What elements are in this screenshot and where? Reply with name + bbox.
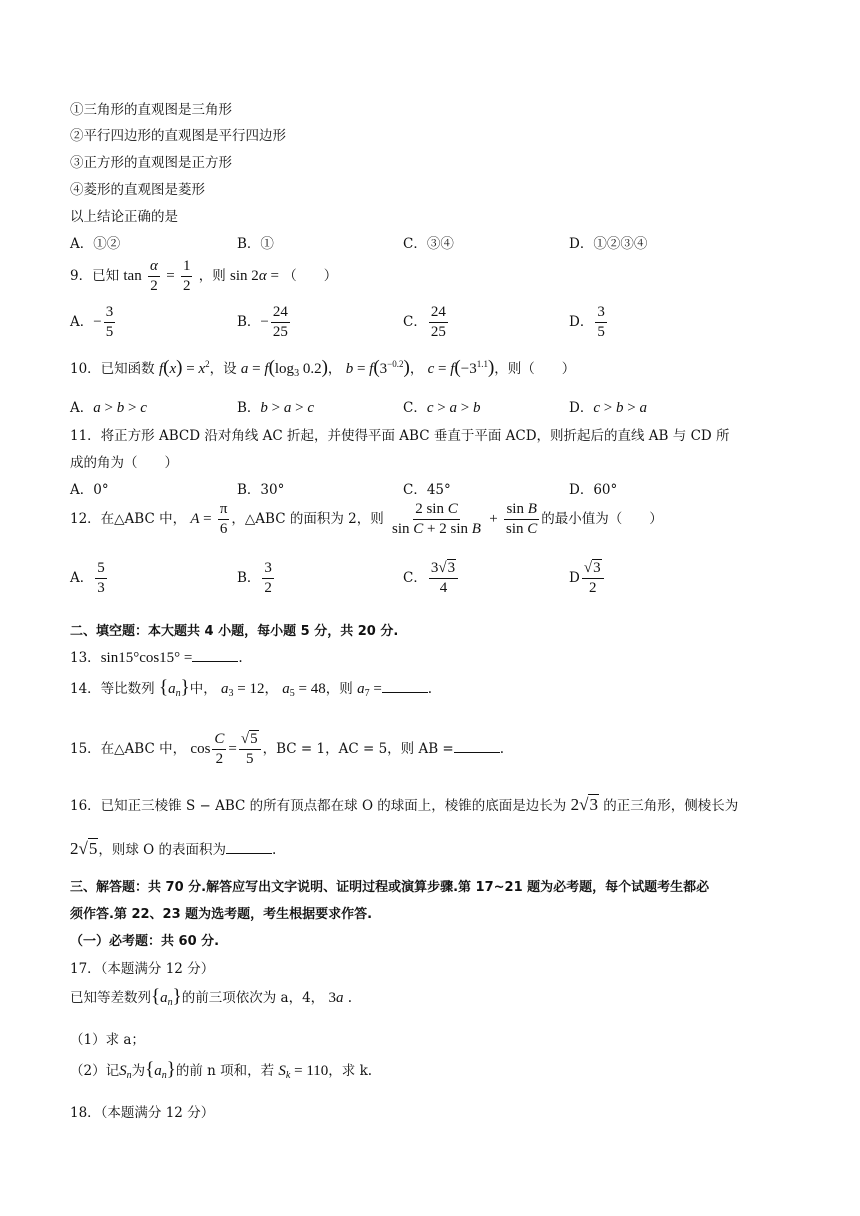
part-1-heading: （一）必考题：共 60 分. (70, 934, 220, 949)
q10-stem: 10．已知函数 $f(x) = x^2$，设 $a = f(\log_3$ 0.2)， $b = f(3^{-0.2})$， $c = f(-3^{1.1})$，则（ ） (70, 357, 576, 379)
q16-line-2: 2√5，则球 O 的表面积为 . (70, 839, 277, 858)
q9-option-c: C． $\frac{24}{25}$ (403, 304, 446, 340)
q12-option-d: D $\frac{√3}{2}$ (569, 559, 606, 598)
q17-heading: 17．（本题满分 12 分） (70, 961, 215, 977)
q13: 13．sin15°cos15° = . (70, 650, 243, 666)
q10-option-b: B．b > a > c (237, 400, 315, 416)
q15-answer-blank[interactable] (454, 740, 500, 753)
q10-option-c: C．c > a > b (403, 400, 481, 416)
q10-option-a: A．a > b > c (70, 400, 147, 416)
q17-sub-1: （1）求 a； (70, 1032, 145, 1048)
q8-option-c: C．③④ (403, 236, 454, 252)
q17-sub-2: （2）记$S_n$为$\{a_n\}$的前 n 项和，若 $S_k = 110$，求 k. (70, 1059, 373, 1081)
section-2-heading: 二、填空题：本大题共 4 小题，每小题 5 分，共 20 分. (70, 624, 399, 639)
q9-option-a: A．− $\frac{3}{5}$ (70, 304, 114, 340)
section-3-line-1: 三、解答题：共 70 分.解答应写出文字说明、证明过程或演算步骤.第 17~21 题为必考题，每个试题考生都必 (70, 880, 710, 895)
q8-item-3: ③正方形的直观图是正方形 (70, 155, 232, 171)
q11-option-c: C．45° (403, 482, 451, 498)
q14: 14．等比数列 $\{a_n\}$中， $a_3 = 12$， $a_5 = 48$，则 $a_7$ = . (70, 677, 433, 699)
section-3-line-2: 须作答.第 22、23 题为选考题，考生根据要求作答. (70, 907, 373, 922)
q11-line-2: 成的角为（ ） (70, 455, 178, 471)
q13-answer-blank[interactable] (192, 649, 238, 662)
q8-option-b: B．① (237, 236, 274, 252)
q9-option-b: B．− $\frac{24}{25}$ (237, 304, 288, 340)
q10-option-d: D．c > b > a (569, 400, 647, 416)
q18-heading: 18．（本题满分 12 分） (70, 1105, 215, 1121)
q16-line-1: 16．已知正三棱锥 S − ABC 的所有顶点都在球 O 的球面上，棱锥的底面是边长为 2√3 的正三角形，侧棱长为 (70, 795, 739, 814)
q11-line-1: 11．将正方形 ABCD 沿对角线 AC 折起，并使得平面 ABC 垂直于平面 ACD，则折起后的直线 AB 与 CD 所 (70, 428, 730, 444)
q12-option-a: A． $\frac{5}{3}$ (70, 560, 105, 596)
q14-answer-blank[interactable] (382, 680, 428, 693)
q16-answer-blank[interactable] (226, 841, 272, 854)
q11-option-d: D．60° (569, 482, 618, 498)
q12-option-c: C． $\frac{3√3}{4}$ (403, 559, 460, 598)
q11-option-b: B．30° (237, 482, 285, 498)
q12-option-b: B． $\frac{3}{2}$ (237, 560, 272, 596)
q12-stem: 12．在△ABC 中， A = $\frac{\pi}{6}$ ，△ABC 的面积为 2，则 $\frac{\text{2 sin C}}{\text{sin C + 2 sin B}}$ + $\frac{\text{sin B}}{\text{sin C}}$ 的最小值为（ ） (70, 501, 663, 537)
q9-frac-alpha-2: $\frac{\alpha}{2}$ (150, 258, 158, 294)
q12-frac-2: $\frac{\text{sin B}}{\text{sin C}}$ (506, 501, 538, 537)
q15: 15．在△ABC 中， cos $\frac{C}{2}$ = $\frac{√5}{5}$ ，BC = 1，AC = 5，则 AB = . (70, 731, 505, 767)
q9-stem: 9．已知 tan $\frac{\alpha}{2}$ = $\frac{1}{2}$ ，则 sin 2α = （ ） (70, 258, 338, 294)
q8-option-a: A．①② (70, 236, 121, 252)
q8-item-2: ②平行四边形的直观图是平行四边形 (70, 128, 286, 144)
q8-item-4: ④菱形的直观图是菱形 (70, 182, 205, 198)
q9-option-d: D． $\frac{3}{5}$ (569, 304, 605, 340)
q11-option-a: A．0° (70, 482, 109, 498)
q12-frac-1: $\frac{\text{2 sin C}}{\text{sin C + 2 sin B}}$ (392, 501, 481, 537)
q8-option-d: D．①②③④ (569, 236, 648, 252)
q8-item-1: ①三角形的直观图是三角形 (70, 102, 232, 118)
q9-frac-1-2: $\frac{1}{2}$ (182, 258, 191, 294)
q17-stem: 已知等差数列$\{a_n\}$的前三项依次为 a，4， 3a . (70, 986, 353, 1008)
q8-prompt: 以上结论正确的是 (70, 209, 178, 225)
